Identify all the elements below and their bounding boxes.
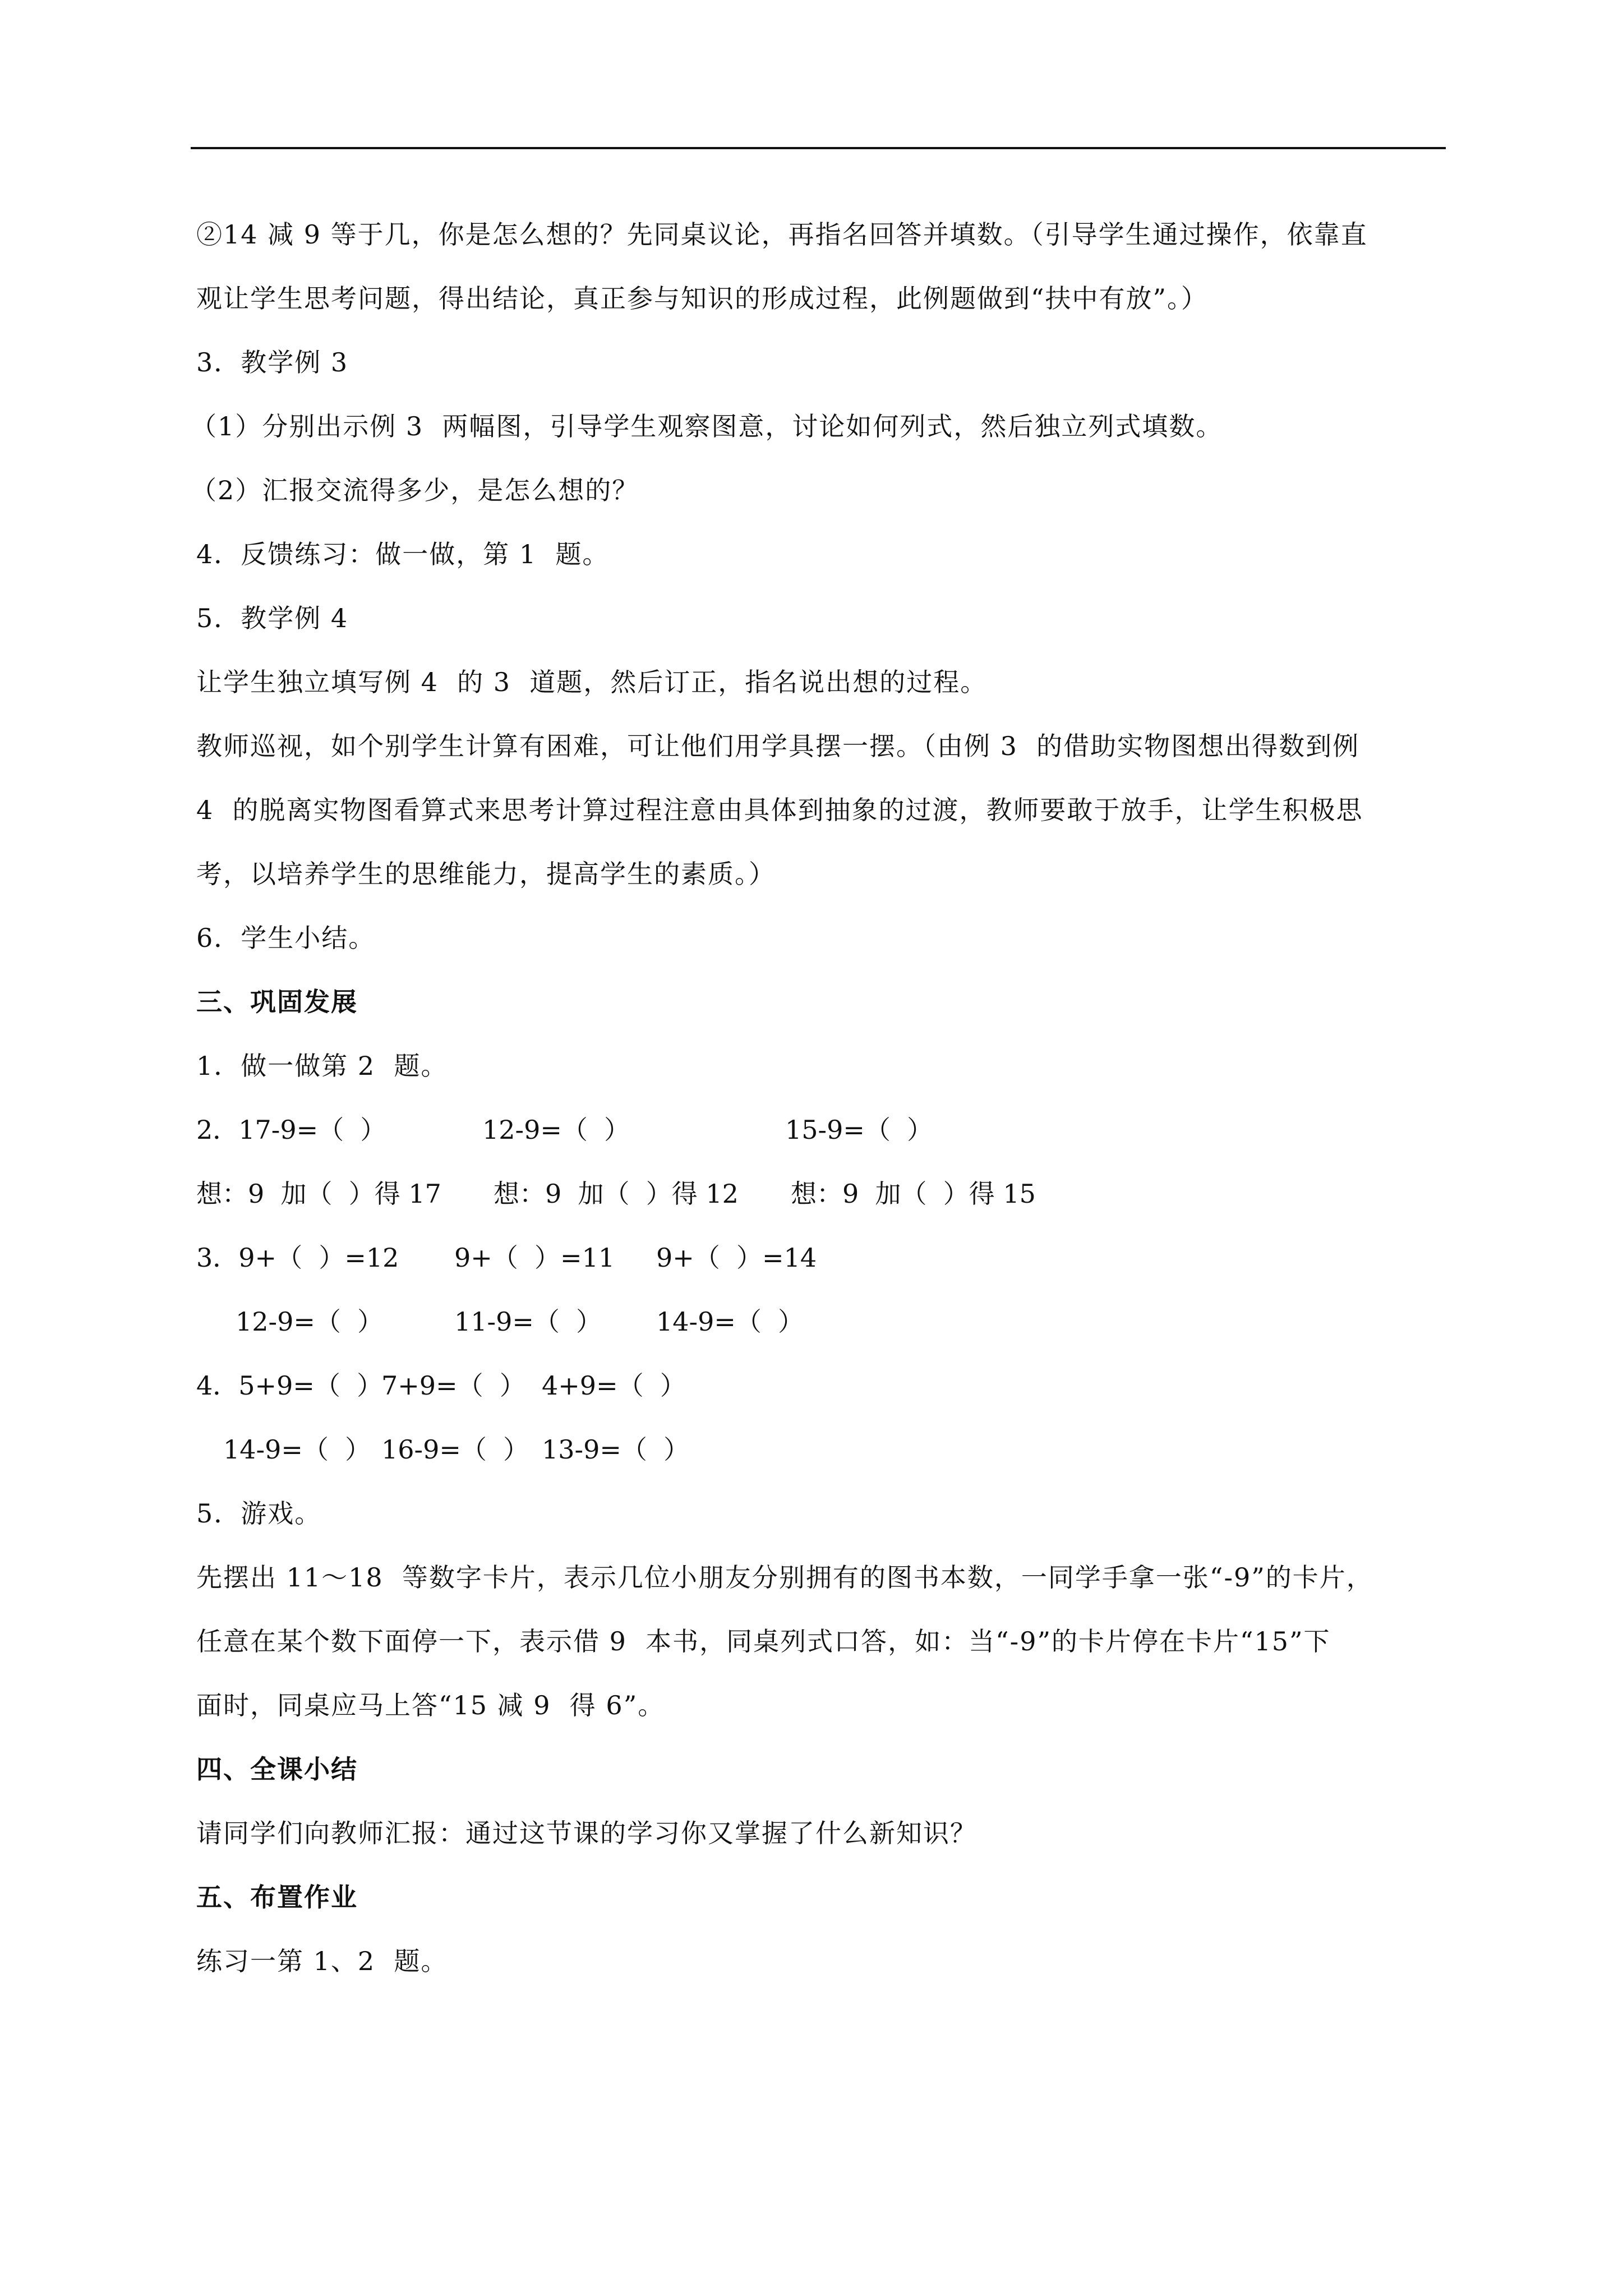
header-rule bbox=[191, 147, 1446, 149]
section-heading: 三、巩固发展 bbox=[196, 987, 358, 1017]
exercise-cell: 想：9 加（ ）得 15 bbox=[791, 1179, 1036, 1209]
text-line: （1）分别出示例 3 两幅图，引导学生观察图意，讨论如何列式，然后独立列式填数。 bbox=[191, 411, 1223, 441]
exercise-cell: 想：9 加（ ）得 17 bbox=[196, 1179, 441, 1209]
text-line: 考，以培养学生的思维能力，提高学生的素质。） bbox=[196, 859, 776, 889]
exercise-cell: 4．5+9=（ ） bbox=[196, 1370, 383, 1401]
text-line: 观让学生思考问题，得出结论，真正参与知识的形成过程，此例题做到“扶中有放”。） bbox=[196, 283, 1209, 314]
section-item: 5．教学例 4 bbox=[196, 603, 349, 633]
exercise-cell: 16-9=（ ） bbox=[381, 1434, 529, 1465]
exercise-cell: 9+（ ）=14 bbox=[656, 1243, 817, 1273]
exercise-cell: 14-9=（ ） bbox=[656, 1306, 804, 1337]
text-line: 面时，同桌应马上答“15 减 9 得 6”。 bbox=[196, 1690, 665, 1720]
exercise-cell: 11-9=（ ） bbox=[454, 1306, 602, 1337]
exercise-cell: 13-9=（ ） bbox=[542, 1434, 690, 1465]
text-line: 练习一第 1、2 题。 bbox=[196, 1946, 448, 1976]
text-line: 请同学们向教师汇报：通过这节课的学习你又掌握了什么新知识？ bbox=[196, 1818, 977, 1848]
text-line: ②14 减 9 等于几，你是怎么想的？先同桌议论，再指名回答并填数。（引导学生通过操作，依靠直 bbox=[196, 219, 1368, 250]
section-item: 6．学生小结。 bbox=[196, 923, 376, 953]
exercise-cell: 2．17-9=（ ） bbox=[196, 1115, 386, 1145]
text-line: （2）汇报交流得多少，是怎么想的？ bbox=[191, 475, 639, 505]
section-item: 1．做一做第 2 题。 bbox=[196, 1051, 448, 1081]
section-item: 5．游戏。 bbox=[196, 1498, 322, 1529]
text-line: 先摆出 11～18 等数字卡片，表示几位小朋友分别拥有的图书本数，一同学手拿一张“-9”的卡片， bbox=[196, 1562, 1373, 1593]
section-item: 4．反馈练习：做一做，第 1 题。 bbox=[196, 539, 610, 569]
exercise-cell: 3．9+（ ）=12 bbox=[196, 1243, 399, 1273]
exercise-cell: 7+9=（ ） bbox=[381, 1370, 525, 1401]
section-item: 3．教学例 3 bbox=[196, 347, 349, 378]
exercise-cell: 12-9=（ ） bbox=[482, 1115, 630, 1145]
exercise-cell: 想：9 加（ ）得 12 bbox=[494, 1179, 739, 1209]
text-line: 教师巡视，如个别学生计算有困难，可让他们用学具摆一摆。（由例 3 的借助实物图想出得数到例 bbox=[196, 731, 1360, 761]
exercise-cell: 4+9=（ ） bbox=[542, 1370, 686, 1401]
exercise-cell: 14-9=（ ） bbox=[223, 1434, 371, 1465]
section-heading: 四、全课小结 bbox=[196, 1754, 358, 1784]
exercise-cell: 15-9=（ ） bbox=[785, 1115, 933, 1145]
exercise-cell: 12-9=（ ） bbox=[236, 1306, 384, 1337]
exercise-cell: 9+（ ）=11 bbox=[454, 1243, 615, 1273]
text-line: 4 的脱离实物图看算式来思考计算过程注意由具体到抽象的过渡，教师要敢于放手，让学生积极思 bbox=[196, 795, 1363, 825]
section-heading: 五、布置作业 bbox=[196, 1882, 358, 1912]
text-line: 让学生独立填写例 4 的 3 道题，然后订正，指名说出想的过程。 bbox=[196, 667, 988, 697]
text-line: 任意在某个数下面停一下，表示借 9 本书，同桌列式口答，如：当“-9”的卡片停在卡片“15”下 bbox=[196, 1626, 1331, 1657]
